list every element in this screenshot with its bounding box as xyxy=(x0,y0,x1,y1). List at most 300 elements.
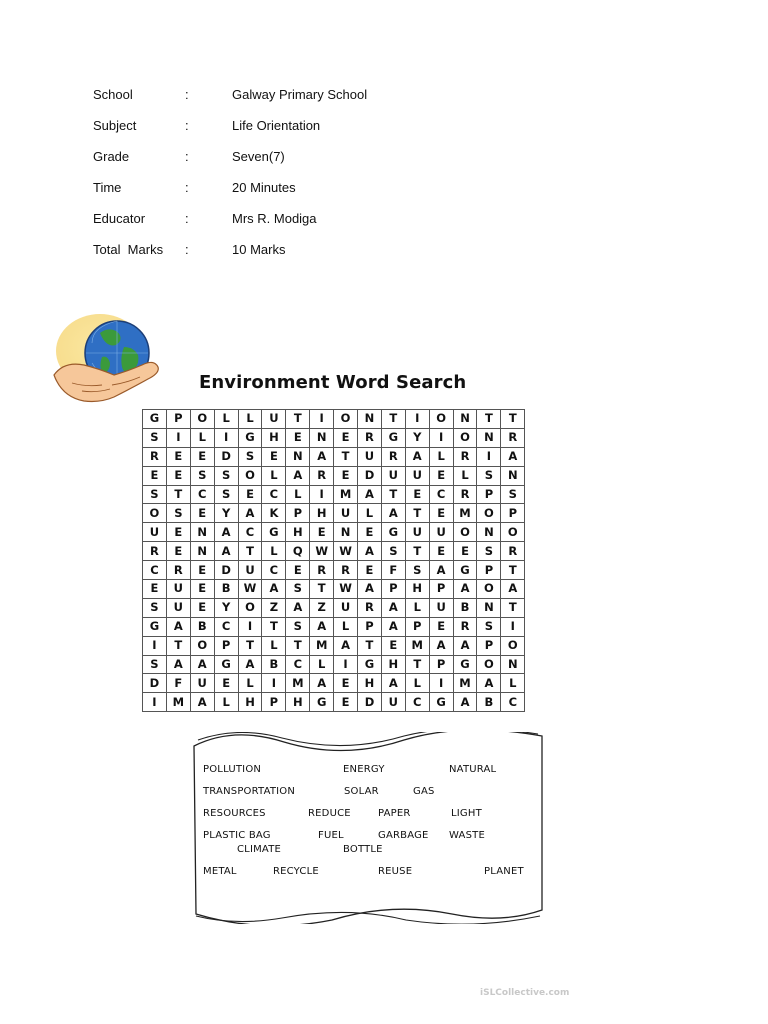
grid-cell: S xyxy=(405,561,429,580)
grid-cell: T xyxy=(405,542,429,561)
grid-cell: P xyxy=(381,580,405,599)
grid-cell: U xyxy=(166,598,190,617)
grid-cell: T xyxy=(501,598,525,617)
grid-cell: T xyxy=(501,561,525,580)
grid-cell: G xyxy=(143,617,167,636)
grid-cell: O xyxy=(190,410,214,429)
grid-cell: A xyxy=(477,674,501,693)
grid-cell: L xyxy=(405,674,429,693)
grid-cell: R xyxy=(453,485,477,504)
grid-cell: T xyxy=(501,410,525,429)
info-label: Total Marks xyxy=(93,242,164,257)
grid-cell: R xyxy=(334,561,358,580)
grid-cell: S xyxy=(166,504,190,523)
grid-row xyxy=(143,617,525,636)
grid-cell: N xyxy=(477,428,501,447)
grid-cell: S xyxy=(381,542,405,561)
grid-cell: O xyxy=(238,466,262,485)
word-bottle: BOTTLE xyxy=(343,844,383,855)
info-value: 20 Minutes xyxy=(232,180,296,195)
grid-cell: C xyxy=(238,523,262,542)
grid-cell: A xyxy=(310,674,334,693)
grid-cell: S xyxy=(214,466,238,485)
grid-cell: T xyxy=(310,580,334,599)
info-label: Grade xyxy=(93,149,130,164)
grid-cell: O xyxy=(477,504,501,523)
word-natural: NATURAL xyxy=(449,764,497,775)
grid-cell: R xyxy=(143,542,167,561)
grid-cell: A xyxy=(358,485,382,504)
grid-cell: L xyxy=(262,466,286,485)
grid-cell: N xyxy=(334,523,358,542)
grid-cell: W xyxy=(310,542,334,561)
grid-cell: O xyxy=(143,504,167,523)
info-value: Life Orientation xyxy=(232,118,321,133)
info-value: Seven(7) xyxy=(232,149,285,164)
grid-cell: A xyxy=(310,617,334,636)
grid-cell: S xyxy=(286,617,310,636)
info-value: Mrs R. Modiga xyxy=(232,211,317,226)
grid-cell: A xyxy=(429,561,453,580)
info-label: School xyxy=(93,87,133,102)
grid-cell: O xyxy=(334,410,358,429)
grid-cell: L xyxy=(262,636,286,655)
grid-cell: P xyxy=(501,504,525,523)
grid-cell: S xyxy=(238,447,262,466)
grid-cell: N xyxy=(477,523,501,542)
grid-cell: G xyxy=(214,655,238,674)
grid-cell: C xyxy=(429,485,453,504)
grid-cell: E xyxy=(334,693,358,712)
grid-cell: Y xyxy=(214,598,238,617)
grid-cell: A xyxy=(405,447,429,466)
grid-cell: S xyxy=(190,466,214,485)
grid-cell: I xyxy=(429,428,453,447)
grid-cell: T xyxy=(381,485,405,504)
grid-cell: U xyxy=(381,466,405,485)
info-colon: : xyxy=(185,87,189,102)
grid-cell: E xyxy=(405,485,429,504)
grid-cell: R xyxy=(358,598,382,617)
grid-cell: E xyxy=(166,542,190,561)
word-solar: SOLAR xyxy=(344,786,379,797)
grid-cell: R xyxy=(310,466,334,485)
grid-cell: G xyxy=(453,655,477,674)
grid-cell: G xyxy=(358,655,382,674)
grid-cell: R xyxy=(453,447,477,466)
grid-cell: D xyxy=(143,674,167,693)
grid-cell: H xyxy=(405,580,429,599)
grid-cell: A xyxy=(310,447,334,466)
grid-row xyxy=(143,693,525,712)
grid-row xyxy=(143,428,525,447)
grid-cell: E xyxy=(190,561,214,580)
grid-cell: I xyxy=(477,447,501,466)
grid-cell: E xyxy=(143,466,167,485)
grid-cell: L xyxy=(286,485,310,504)
grid-cell: M xyxy=(334,485,358,504)
grid-cell: L xyxy=(190,428,214,447)
grid-cell: R xyxy=(501,428,525,447)
watermark-text: iSLCollective.com xyxy=(480,988,570,998)
grid-cell: W xyxy=(334,542,358,561)
grid-cell: C xyxy=(214,617,238,636)
grid-cell: S xyxy=(477,542,501,561)
grid-cell: G xyxy=(429,693,453,712)
word-light: LIGHT xyxy=(451,808,482,819)
info-colon: : xyxy=(185,211,189,226)
grid-cell: L xyxy=(429,447,453,466)
word-gas: GAS xyxy=(413,786,435,797)
grid-cell: G xyxy=(381,428,405,447)
grid-cell: P xyxy=(429,655,453,674)
grid-cell: U xyxy=(262,410,286,429)
word-reuse: REUSE xyxy=(378,866,413,877)
word-list xyxy=(192,732,544,924)
info-value: Galway Primary School xyxy=(232,87,368,102)
grid-cell: N xyxy=(501,655,525,674)
grid-cell: P xyxy=(477,561,501,580)
grid-cell: A xyxy=(166,655,190,674)
grid-cell: U xyxy=(405,466,429,485)
grid-cell: O xyxy=(477,655,501,674)
word-metal: METAL xyxy=(203,866,237,877)
grid-cell: C xyxy=(262,485,286,504)
grid-cell: H xyxy=(310,504,334,523)
grid-cell: S xyxy=(143,485,167,504)
grid-cell: D xyxy=(358,466,382,485)
grid-cell: E xyxy=(286,561,310,580)
grid-cell: E xyxy=(190,447,214,466)
grid-cell: I xyxy=(262,674,286,693)
grid-cell: E xyxy=(381,636,405,655)
grid-cell: P xyxy=(477,485,501,504)
grid-cell: E xyxy=(143,580,167,599)
grid-cell: A xyxy=(358,580,382,599)
grid-cell: S xyxy=(286,580,310,599)
word-waste: WASTE xyxy=(449,830,485,841)
grid-cell: O xyxy=(501,523,525,542)
grid-cell: T xyxy=(405,504,429,523)
grid-cell: P xyxy=(405,617,429,636)
info-colon: : xyxy=(185,180,189,195)
grid-cell: N xyxy=(501,466,525,485)
grid-cell: U xyxy=(358,447,382,466)
grid-row xyxy=(143,674,525,693)
grid-cell: N xyxy=(453,410,477,429)
grid-cell: P xyxy=(429,580,453,599)
grid-cell: I xyxy=(143,636,167,655)
grid-cell: D xyxy=(214,561,238,580)
grid-row xyxy=(143,466,525,485)
grid-cell: C xyxy=(190,485,214,504)
info-label: Time xyxy=(93,180,122,195)
word-fuel: FUEL xyxy=(318,830,344,841)
grid-cell: T xyxy=(334,447,358,466)
grid-row xyxy=(143,447,525,466)
grid-cell: E xyxy=(429,504,453,523)
grid-cell: I xyxy=(334,655,358,674)
grid-cell: O xyxy=(453,523,477,542)
grid-cell: O xyxy=(453,428,477,447)
grid-cell: A xyxy=(166,617,190,636)
grid-cell: E xyxy=(358,523,382,542)
grid-cell: U xyxy=(334,504,358,523)
grid-cell: A xyxy=(190,655,214,674)
grid-cell: A xyxy=(453,636,477,655)
grid-row xyxy=(143,580,525,599)
grid-cell: P xyxy=(166,410,190,429)
grid-cell: M xyxy=(166,693,190,712)
grid-cell: B xyxy=(453,598,477,617)
grid-cell: B xyxy=(190,617,214,636)
grid-cell: G xyxy=(238,428,262,447)
grid-cell: U xyxy=(238,561,262,580)
grid-cell: T xyxy=(405,655,429,674)
grid-cell: T xyxy=(358,636,382,655)
grid-cell: T xyxy=(262,617,286,636)
grid-cell: I xyxy=(238,617,262,636)
grid-cell: D xyxy=(214,447,238,466)
grid-cell: W xyxy=(238,580,262,599)
grid-cell: G xyxy=(310,693,334,712)
grid-cell: E xyxy=(190,504,214,523)
grid-cell: T xyxy=(166,636,190,655)
grid-cell: A xyxy=(214,542,238,561)
grid-cell: E xyxy=(334,466,358,485)
grid-cell: E xyxy=(166,447,190,466)
grid-cell: U xyxy=(405,523,429,542)
grid-cell: G xyxy=(262,523,286,542)
grid-cell: T xyxy=(238,542,262,561)
grid-cell: L xyxy=(405,598,429,617)
grid-cell: R xyxy=(501,542,525,561)
grid-cell: E xyxy=(429,542,453,561)
grid-cell: A xyxy=(238,655,262,674)
grid-cell: A xyxy=(381,598,405,617)
grid-cell: U xyxy=(429,598,453,617)
word-search-grid xyxy=(142,409,525,712)
grid-cell: E xyxy=(358,561,382,580)
grid-cell: N xyxy=(358,410,382,429)
grid-cell: Z xyxy=(262,598,286,617)
grid-row xyxy=(143,504,525,523)
word-climate: CLIMATE xyxy=(237,844,282,855)
grid-cell: G xyxy=(381,523,405,542)
grid-cell: A xyxy=(381,674,405,693)
grid-cell: E xyxy=(166,523,190,542)
word-recycle: RECYCLE xyxy=(273,866,319,877)
grid-cell: E xyxy=(190,598,214,617)
grid-cell: A xyxy=(453,693,477,712)
globe-in-hands-icon xyxy=(52,313,162,405)
grid-cell: E xyxy=(453,542,477,561)
grid-cell: T xyxy=(238,636,262,655)
word-paper: PAPER xyxy=(378,808,411,819)
grid-cell: N xyxy=(190,523,214,542)
word-energy: ENERGY xyxy=(343,764,385,775)
grid-cell: N xyxy=(310,428,334,447)
grid-cell: S xyxy=(143,655,167,674)
info-colon: : xyxy=(185,149,189,164)
grid-row xyxy=(143,410,525,429)
grid-cell: I xyxy=(214,428,238,447)
grid-cell: P xyxy=(262,693,286,712)
word-planet: PLANET xyxy=(484,866,524,877)
grid-cell: L xyxy=(501,674,525,693)
grid-cell: D xyxy=(358,693,382,712)
grid-cell: P xyxy=(358,617,382,636)
grid-cell: K xyxy=(262,504,286,523)
info-colon: : xyxy=(185,118,189,133)
grid-cell: E xyxy=(190,580,214,599)
grid-cell: L xyxy=(214,410,238,429)
grid-cell: Y xyxy=(214,504,238,523)
grid-cell: O xyxy=(429,410,453,429)
grid-row xyxy=(143,523,525,542)
grid-cell: H xyxy=(358,674,382,693)
grid-cell: M xyxy=(286,674,310,693)
info-value: 10 Marks xyxy=(232,242,286,257)
grid-cell: U xyxy=(334,598,358,617)
grid-cell: B xyxy=(262,655,286,674)
grid-cell: L xyxy=(358,504,382,523)
grid-cell: I xyxy=(501,617,525,636)
grid-cell: Q xyxy=(286,542,310,561)
grid-cell: A xyxy=(381,504,405,523)
grid-cell: U xyxy=(166,580,190,599)
grid-cell: U xyxy=(429,523,453,542)
grid-cell: S xyxy=(477,617,501,636)
info-label: Educator xyxy=(93,211,146,226)
grid-cell: O xyxy=(190,636,214,655)
info-colon: : xyxy=(185,242,189,257)
grid-cell: T xyxy=(286,410,310,429)
grid-cell: R xyxy=(310,561,334,580)
grid-cell: A xyxy=(501,447,525,466)
grid-cell: C xyxy=(143,561,167,580)
grid-cell: A xyxy=(262,580,286,599)
grid-row xyxy=(143,655,525,674)
grid-cell: L xyxy=(310,655,334,674)
grid-cell: A xyxy=(358,542,382,561)
grid-row xyxy=(143,485,525,504)
grid-cell: A xyxy=(429,636,453,655)
grid-cell: U xyxy=(381,693,405,712)
grid-cell: E xyxy=(262,447,286,466)
grid-cell: R xyxy=(358,428,382,447)
word-reduce: REDUCE xyxy=(308,808,351,819)
grid-row xyxy=(143,542,525,561)
grid-cell: A xyxy=(286,466,310,485)
grid-cell: C xyxy=(501,693,525,712)
grid-cell: H xyxy=(286,523,310,542)
grid-cell: E xyxy=(286,428,310,447)
grid-cell: B xyxy=(214,580,238,599)
grid-cell: P xyxy=(214,636,238,655)
grid-cell: S xyxy=(501,485,525,504)
grid-cell: G xyxy=(143,410,167,429)
grid-cell: E xyxy=(334,428,358,447)
grid-cell: S xyxy=(477,466,501,485)
grid-cell: T xyxy=(166,485,190,504)
grid-cell: H xyxy=(286,693,310,712)
word-search-title: Environment Word Search xyxy=(199,372,467,393)
grid-cell: I xyxy=(429,674,453,693)
grid-cell: A xyxy=(190,693,214,712)
grid-cell: R xyxy=(143,447,167,466)
info-label: Subject xyxy=(93,118,137,133)
grid-cell: P xyxy=(477,636,501,655)
grid-cell: I xyxy=(310,410,334,429)
grid-cell: U xyxy=(190,674,214,693)
grid-cell: C xyxy=(405,693,429,712)
grid-cell: R xyxy=(381,447,405,466)
grid-cell: H xyxy=(238,693,262,712)
grid-cell: B xyxy=(477,693,501,712)
grid-cell: W xyxy=(334,580,358,599)
grid-cell: E xyxy=(429,466,453,485)
grid-cell: N xyxy=(190,542,214,561)
grid-cell: T xyxy=(286,636,310,655)
grid-cell: F xyxy=(166,674,190,693)
grid-cell: I xyxy=(405,410,429,429)
grid-row xyxy=(143,598,525,617)
grid-cell: E xyxy=(166,466,190,485)
grid-cell: M xyxy=(453,504,477,523)
grid-cell: A xyxy=(381,617,405,636)
grid-cell: O xyxy=(501,636,525,655)
grid-cell: E xyxy=(310,523,334,542)
grid-cell: L xyxy=(238,410,262,429)
grid-cell: I xyxy=(143,693,167,712)
grid-cell: H xyxy=(262,428,286,447)
grid-cell: H xyxy=(381,655,405,674)
grid-cell: N xyxy=(477,598,501,617)
grid-cell: I xyxy=(166,428,190,447)
grid-cell: L xyxy=(238,674,262,693)
grid-cell: R xyxy=(166,561,190,580)
word-transportation: TRANSPORTATION xyxy=(203,786,296,797)
grid-cell: A xyxy=(286,598,310,617)
word-garbage: GARBAGE xyxy=(378,830,429,841)
grid-cell: Y xyxy=(405,428,429,447)
grid-cell: E xyxy=(214,674,238,693)
grid-cell: M xyxy=(310,636,334,655)
grid-cell: S xyxy=(143,428,167,447)
grid-cell: I xyxy=(310,485,334,504)
grid-cell: R xyxy=(453,617,477,636)
grid-cell: L xyxy=(262,542,286,561)
word-pollution: POLLUTION xyxy=(203,764,262,775)
grid-cell: L xyxy=(453,466,477,485)
grid-cell: S xyxy=(143,598,167,617)
grid-cell: G xyxy=(453,561,477,580)
grid-cell: A xyxy=(238,504,262,523)
grid-cell: E xyxy=(238,485,262,504)
grid-cell: T xyxy=(477,410,501,429)
grid-cell: Z xyxy=(310,598,334,617)
grid-cell: O xyxy=(238,598,262,617)
grid-cell: N xyxy=(286,447,310,466)
grid-cell: L xyxy=(334,617,358,636)
grid-cell: U xyxy=(143,523,167,542)
grid-cell: M xyxy=(405,636,429,655)
grid-cell: M xyxy=(453,674,477,693)
word-plastic-bag: PLASTIC BAG xyxy=(203,830,271,841)
grid-cell: A xyxy=(501,580,525,599)
grid-cell: E xyxy=(429,617,453,636)
